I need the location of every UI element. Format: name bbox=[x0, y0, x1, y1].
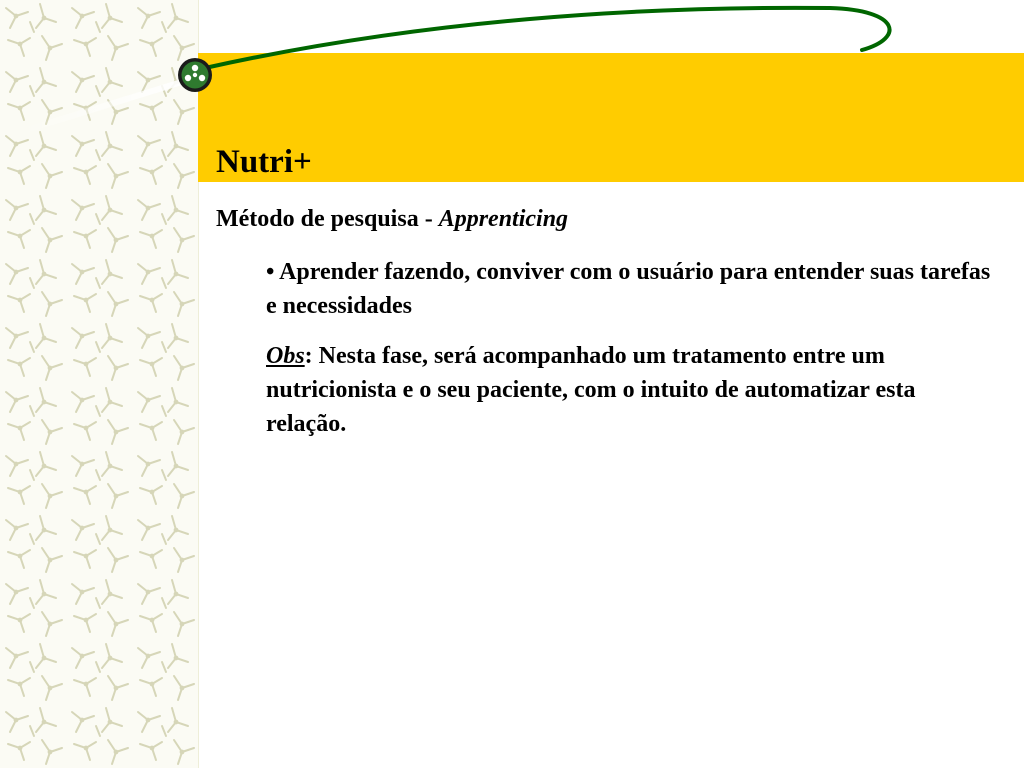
bullet-marker: • bbox=[266, 259, 275, 285]
subtitle-italic: Apprenticing bbox=[438, 206, 569, 232]
obs-label: Obs bbox=[266, 343, 305, 369]
obs-text: : Nesta fase, será acompanhado um tratamento entre um nutricionista e o seu paciente, com o intuito de automatizar esta relação. bbox=[266, 343, 916, 437]
molecule-node-icon bbox=[178, 58, 212, 92]
bullet-text: Aprender fazendo, conviver com o usuário para entender suas tarefas e necessidades bbox=[266, 259, 991, 319]
obs-paragraph bbox=[266, 339, 996, 441]
decorative-curve bbox=[0, 0, 1024, 200]
subtitle-prefix: Método de pesquisa - bbox=[216, 206, 439, 232]
bullet-item bbox=[266, 255, 996, 323]
slide-title: Nutri+ bbox=[216, 144, 312, 180]
subtitle bbox=[216, 203, 568, 235]
